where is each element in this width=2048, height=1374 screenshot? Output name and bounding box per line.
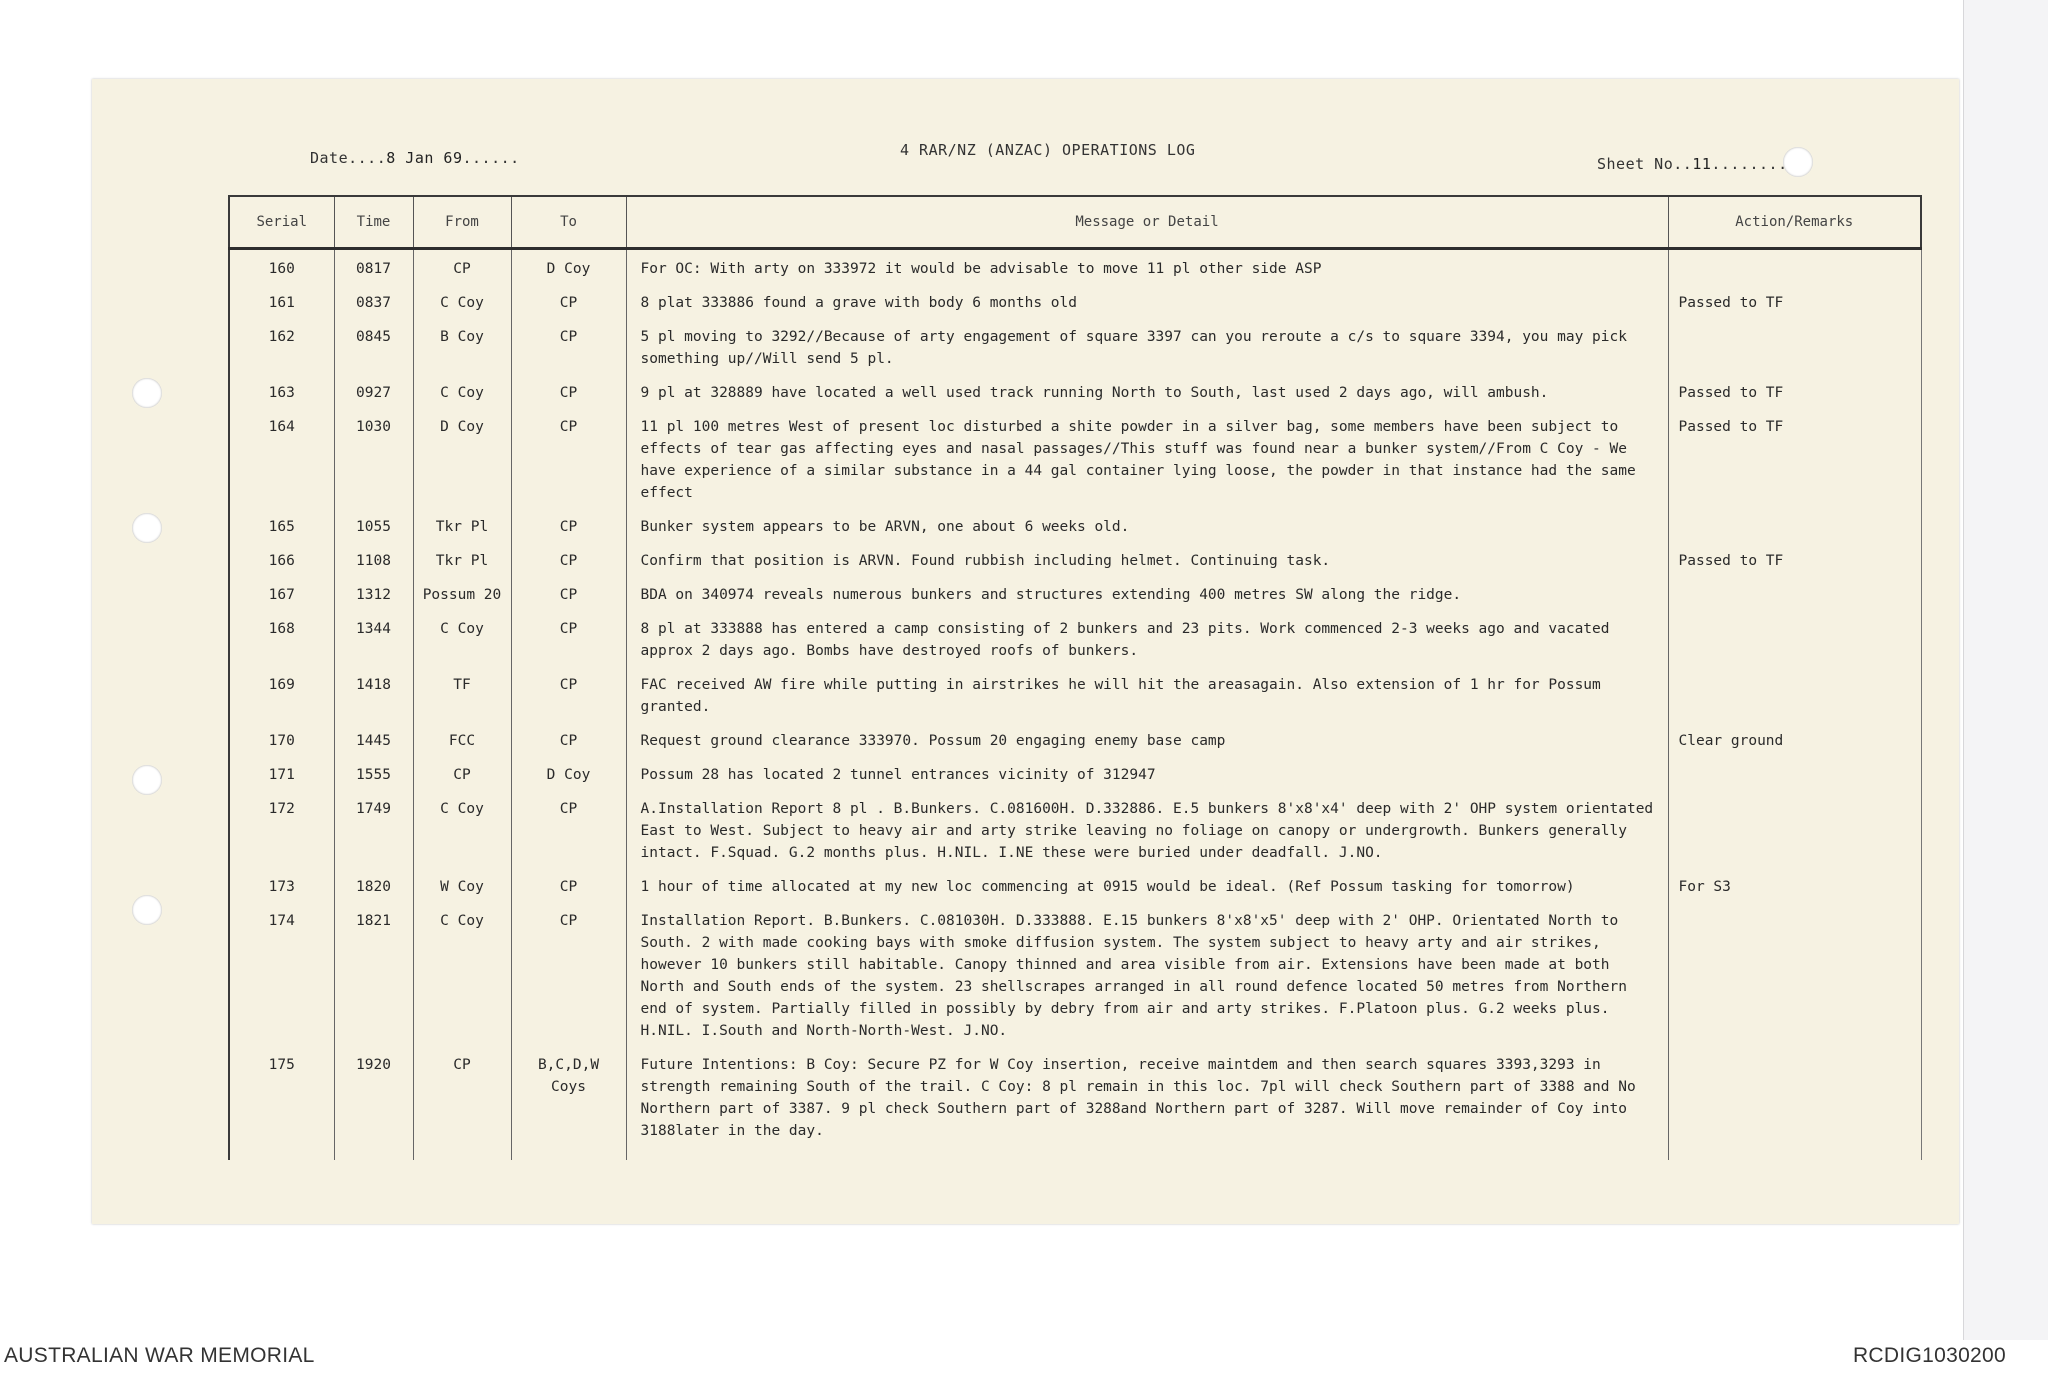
time-cell: 1312 [334,576,413,610]
message-cell: Future Intentions: B Coy: Secure PZ for W Coy insertion, receive maintdem and then search squares 3393,3293 in strength remaining South of the trail. C Coy: 8 pl remain in this loc. 7pl will check Southern part of 3388 and No Northern part of 3387. 9 pl check Southern part of 3288and Northern part of 3287. Will move remainder of Coy into 3188later in the day. [626,1046,1668,1160]
from-cell: TF [413,666,511,722]
message-cell: BDA on 340974 reveals numerous bunkers and structures extending 400 metres SW along the ridge. [626,576,1668,610]
table-row [229,666,1921,722]
from-cell: C Coy [413,610,511,666]
to-cell: CP [511,408,626,508]
log-title: 4 RAR/NZ (ANZAC) OPERATIONS LOG [900,141,1196,159]
remarks-cell: For S3 [1668,868,1921,902]
serial-cell: 162 [229,318,334,374]
message-cell: 11 pl 100 metres West of present loc disturbed a shite powder in a silver bag, some members have been subject to effects of tear gas affecting eyes and nasal passages//This stuff was found near a bunker system//From C Coy - We have experience of a similar substance in a 44 gal container lying loose, the powder in that instance had the same effect [626,408,1668,508]
from-cell: CP [413,756,511,790]
date-value: 8 Jan 69 [386,149,463,167]
sheet-field [1597,155,1788,173]
to-cell: D Coy [511,249,626,285]
col-from: From [413,196,511,249]
to-cell: CP [511,722,626,756]
to-cell: CP [511,868,626,902]
time-cell: 0817 [334,249,413,285]
remarks-cell [1668,756,1921,790]
punch-hole [132,378,162,408]
table-row [229,722,1921,756]
remarks-cell [1668,610,1921,666]
time-cell: 0927 [334,374,413,408]
from-cell: CP [413,249,511,285]
from-cell: C Coy [413,902,511,1046]
remarks-cell: Passed to TF [1668,374,1921,408]
sheet-value: 11 [1692,155,1712,173]
time-cell: 0845 [334,318,413,374]
time-cell: 1418 [334,666,413,722]
table-row [229,756,1921,790]
punch-hole [132,895,162,925]
to-cell: CP [511,902,626,1046]
col-serial: Serial [229,196,334,249]
serial-cell: 163 [229,374,334,408]
remarks-cell [1668,576,1921,610]
to-cell: CP [511,318,626,374]
table-header [229,196,1921,249]
table-row [229,868,1921,902]
serial-cell: 174 [229,902,334,1046]
from-cell: W Coy [413,868,511,902]
to-cell: CP [511,576,626,610]
from-cell: Possum 20 [413,576,511,610]
table-body [229,249,1921,1161]
table-row [229,1046,1921,1160]
time-cell: 0837 [334,284,413,318]
table-row [229,610,1921,666]
message-cell: Bunker system appears to be ARVN, one about 6 weeks old. [626,508,1668,542]
table-row [229,284,1921,318]
serial-cell: 161 [229,284,334,318]
archive-footer [0,1340,2048,1374]
col-remarks: Action/Remarks [1668,196,1921,249]
table-row [229,542,1921,576]
table-row [229,790,1921,868]
table-row [229,408,1921,508]
table-row [229,249,1921,285]
remarks-cell: Passed to TF [1668,284,1921,318]
serial-cell: 173 [229,868,334,902]
table-row [229,902,1921,1046]
to-cell: CP [511,284,626,318]
serial-cell: 167 [229,576,334,610]
remarks-cell: Clear ground [1668,722,1921,756]
to-cell: D Coy [511,756,626,790]
remarks-cell [1668,249,1921,285]
archive-name: AUSTRALIAN WAR MEMORIAL [4,1344,315,1367]
serial-cell: 165 [229,508,334,542]
to-cell: CP [511,508,626,542]
remarks-cell [1668,318,1921,374]
to-cell: CP [511,610,626,666]
serial-cell: 164 [229,408,334,508]
from-cell: D Coy [413,408,511,508]
remarks-cell: Passed to TF [1668,542,1921,576]
col-message: Message or Detail [626,196,1668,249]
message-cell: Installation Report. B.Bunkers. C.081030H. D.333888. E.15 bunkers 8'x8'x5' deep with 2' OHP. Orientated North to South. 2 with made cooking bays with smoke diffusion system. The system subject to heavy arty and air strikes, however 10 bunkers still habitable. Canopy thinned and area visible from air. Extensions have been made at both North and South ends of the system. 23 shellscrapes arranged in all round defence located 50 metres from Northern end of system. Partially filled in possibly by debry from air and arty strikes. F.Platoon plus. G.2 weeks plus. H.NIL. I.South and North-North-West. J.NO. [626,902,1668,1046]
log-sheet [92,79,1959,1224]
serial-cell: 166 [229,542,334,576]
message-cell: 5 pl moving to 3292//Because of arty engagement of square 3397 can you reroute a c/s to square 3394, you may pick something up//Will send 5 pl. [626,318,1668,374]
message-cell: 8 plat 333886 found a grave with body 6 months old [626,284,1668,318]
time-cell: 1445 [334,722,413,756]
message-cell: 1 hour of time allocated at my new loc commencing at 0915 would be ideal. (Ref Possum tasking for tomorrow) [626,868,1668,902]
date-trail: ...... [462,149,520,167]
from-cell: B Coy [413,318,511,374]
col-to: To [511,196,626,249]
message-cell: A.Installation Report 8 pl . B.Bunkers. C.081600H. D.332886. E.5 bunkers 8'x8'x4' deep with 2' OHP system orientated East to West. Subject to heavy air and arty strike leaving no foliage on canopy or undergrowth. Bunkers generally intact. F.Squad. G.2 months plus. H.NIL. I.NE these were buried under deadfall. J.NO. [626,790,1668,868]
remarks-cell [1668,1046,1921,1160]
time-cell: 1920 [334,1046,413,1160]
message-cell: For OC: With arty on 333972 it would be advisable to move 11 pl other side ASP [626,249,1668,285]
from-cell: Tkr Pl [413,542,511,576]
message-cell: Confirm that position is ARVN. Found rubbish including helmet. Continuing task. [626,542,1668,576]
archive-reference: RCDIG1030200 [1852,1344,2006,1367]
remarks-cell [1668,666,1921,722]
message-cell: FAC received AW fire while putting in airstrikes he will hit the areasagain. Also extension of 1 hr for Possum granted. [626,666,1668,722]
serial-cell: 170 [229,722,334,756]
to-cell: CP [511,542,626,576]
message-cell: 8 pl at 333888 has entered a camp consisting of 2 bunkers and 23 pits. Work commenced 2-3 weeks ago and vacated approx 2 days ago. Bombs have destroyed roofs of bunkers. [626,610,1668,666]
serial-cell: 175 [229,1046,334,1160]
time-cell: 1821 [334,902,413,1046]
scan-edge-line [1963,0,1964,1340]
message-cell: 9 pl at 328889 have located a well used track running North to South, last used 2 days ago, will ambush. [626,374,1668,408]
header-row [229,196,1921,249]
serial-cell: 171 [229,756,334,790]
to-cell: CP [511,666,626,722]
punch-hole [132,765,162,795]
sheet-label: Sheet No.. [1597,155,1693,173]
remarks-cell [1668,902,1921,1046]
to-cell: CP [511,374,626,408]
time-cell: 1749 [334,790,413,868]
table-row [229,576,1921,610]
serial-cell: 169 [229,666,334,722]
remarks-cell: Passed to TF [1668,408,1921,508]
to-cell: B,C,D,W Coys [511,1046,626,1160]
time-cell: 1820 [334,868,413,902]
serial-cell: 172 [229,790,334,868]
operations-log-table [228,195,1922,1160]
table-row [229,374,1921,408]
from-cell: CP [413,1046,511,1160]
serial-cell: 168 [229,610,334,666]
remarks-cell [1668,790,1921,868]
time-cell: 1344 [334,610,413,666]
table-row [229,318,1921,374]
to-cell: CP [511,790,626,868]
time-cell: 1030 [334,408,413,508]
remarks-cell [1668,508,1921,542]
serial-cell: 160 [229,249,334,285]
from-cell: C Coy [413,790,511,868]
time-cell: 1055 [334,508,413,542]
punch-hole [132,513,162,543]
from-cell: C Coy [413,374,511,408]
sheet-trail: ........ [1711,155,1788,173]
message-cell: Request ground clearance 333970. Possum 20 engaging enemy base camp [626,722,1668,756]
time-cell: 1555 [334,756,413,790]
col-time: Time [334,196,413,249]
time-cell: 1108 [334,542,413,576]
from-cell: Tkr Pl [413,508,511,542]
message-cell: Possum 28 has located 2 tunnel entrances vicinity of 312947 [626,756,1668,790]
from-cell: FCC [413,722,511,756]
date-field [310,149,520,167]
table-row [229,508,1921,542]
date-label: Date.... [310,149,387,167]
from-cell: C Coy [413,284,511,318]
